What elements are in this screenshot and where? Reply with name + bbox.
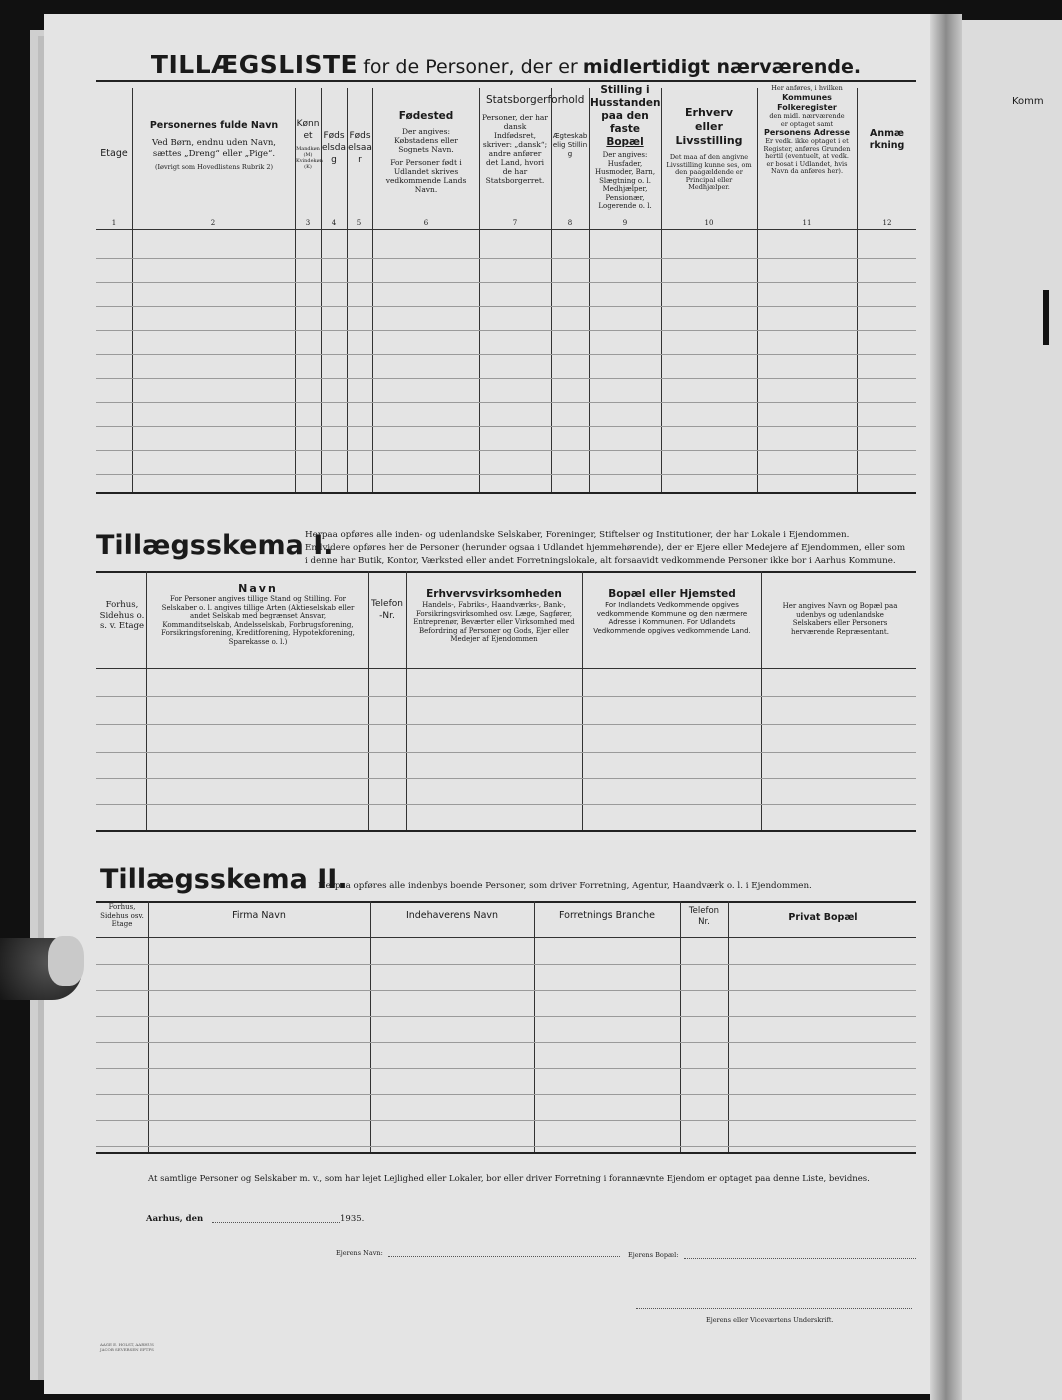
schema2-top-border <box>96 901 916 903</box>
footer-owner-name-label: Ejerens Navn: <box>336 1249 383 1257</box>
col-kon-header: Kønnet Mandkøn (M) Kvindekøn (K) <box>296 119 323 170</box>
column-number-label: 9 <box>622 219 628 227</box>
schema2-row-line <box>96 964 916 965</box>
schema2-row-line <box>96 1146 916 1147</box>
footer-owner-address-label: Ejerens Bopæl: <box>628 1251 679 1259</box>
schema2-row-line <box>96 990 916 991</box>
thumb-nail <box>48 936 84 986</box>
column-number-label: 4 <box>331 219 337 227</box>
title-part2: for de Personer, der er <box>363 56 578 78</box>
col-stilling-header: Stilling i Husstanden paa den faste Bopæl Der angives: Husfader, Husmoder, Barn, Slægtning o. l. Medhjælper, Pensionær, Logerende o. l. <box>590 84 661 210</box>
schema1-desc-3: i denne har Butik, Kontor, Værksted eller andet Forretningslokale, alt forsaavidt vedkommende Personer ikke bor i Aarhus Kommune. <box>305 556 896 566</box>
schema2-desc: Herpaa opføres alle indenbys boende Personer, som driver Forretning, Agentur, Haandværk o. l. i Ejendommen. <box>318 881 812 891</box>
main-table-row-line <box>96 426 916 427</box>
main-table-row-line <box>96 258 916 259</box>
col-anmaerkning-header: Anmærkning <box>869 128 905 151</box>
schema2-col-divider <box>534 901 535 1152</box>
schema2-col-etage-header: Forhus, Sidehus osv. Etage <box>100 903 144 928</box>
footer-certification: At samtlige Personer og Selskaber m. v., som har lejet Lejlighed eller Lokaler, bor eller driver Forretning i forannævnte Ejendom er optaget paa denne Liste, bevidnes. <box>148 1174 870 1184</box>
main-table-row-line <box>96 402 916 403</box>
col-fodested-header: Fødested Der angives: Købstadens eller Sognets Navn. For Personer født i Udlandet skrives vedkommende Lands Navn. <box>385 110 467 194</box>
book-gutter <box>930 14 962 1400</box>
right-page-mark <box>1043 290 1049 345</box>
schema1-col-bopael-header: Bopæl eller Hjemsted For Indlandets Vedkommende opgives vedkommende Kommune og den nærmere Adresse i Kommunen. For Udlandets Vedkommende opgives vedkommende Land. <box>593 588 751 635</box>
column-number-label: 1 <box>111 219 117 227</box>
column-number-label: 11 <box>802 219 812 227</box>
schema1-desc-1: Herpaa opføres alle inden- og udenlandske Selskaber, Foreninger, Stiftelser og Institutioner, der har Lokale i Ejendommen. <box>305 530 850 540</box>
schema2-col-firma-header: Firma Navn <box>232 910 286 921</box>
footer-signature-line <box>636 1308 912 1309</box>
printer-imprint: AAGE E. HOLST, AARHUS JACOB SEVERSEN EFTFS <box>100 1342 154 1352</box>
right-page-edge <box>962 20 1062 1400</box>
schema2-col-divider <box>728 901 729 1152</box>
column-number-label: 5 <box>356 219 362 227</box>
schema1-header-bottom <box>96 668 916 669</box>
main-table-row-line <box>96 450 916 451</box>
col-fodselsaar-header: Fødselsaar <box>348 131 372 165</box>
schema1-col-etage-header: Forhus, Sidehus o. s. v. Etage <box>99 600 145 631</box>
schema1-row-line <box>96 804 916 805</box>
schema2-header-bottom <box>96 937 916 938</box>
column-number-label: 10 <box>704 219 714 227</box>
column-number-label: 2 <box>210 219 216 227</box>
main-table-row-line <box>96 330 916 331</box>
footer-date-line <box>212 1222 340 1223</box>
col-aegteskab-header: Ægteskabelig Stilling <box>552 132 588 158</box>
column-number-label: 12 <box>882 219 892 227</box>
main-table-header-bottom <box>96 229 916 230</box>
schema2-bottom-border <box>96 1152 916 1154</box>
schema1-row-line <box>96 752 916 753</box>
schema2-col-bopael-header: Privat Bopæl <box>788 912 858 923</box>
main-table-col-divider <box>132 88 133 492</box>
main-table-row-line <box>96 354 916 355</box>
schema2-col-branche-header: Forretnings Branche <box>559 910 655 921</box>
schema1-row-line <box>96 696 916 697</box>
schema1-col-divider <box>761 571 762 830</box>
main-table-bottom-border <box>96 492 916 494</box>
schema1-bottom-border <box>96 830 916 832</box>
schema1-col-divider <box>368 571 369 830</box>
schema1-col-divider <box>582 571 583 830</box>
main-table-top-border <box>96 80 916 82</box>
col-statsborger-header: Statsborgerforhold Personer, der har dansk Indfødsret, skriver: „dansk“; andre anfører det Land, hvori de har Statsborgerret. <box>482 94 585 185</box>
schema1-desc-2: Endvidere opføres her de Personer (herunder ogsaa i Udlandet hjemmehørende), der er Ejere eller Medejere af Ejendommen, eller som <box>305 543 906 553</box>
schema2-row-line <box>96 1094 916 1095</box>
schema1-top-border <box>96 571 916 573</box>
schema1-row-line <box>96 724 916 725</box>
footer-signature-label: Ejerens eller Viceværtens Underskrift. <box>706 1316 834 1324</box>
col-navn-header: Personernes fulde Navn Ved Børn, endnu uden Navn, sættes „Dreng“ eller „Pige“. (Iøvrigt som Hovedlistens Rubrik 2) <box>149 120 279 171</box>
col-folkeregister-header: Her anføres, i hvilken Kommunes Folkeregister den midl. nærværende er optaget samt Personens Adresse Er vedk. ikke optaget i et Register, anføres Grunden hertil (eventuelt, at vedk. er bosat i Udlandet, hvis Navn da anføres her). <box>763 84 851 175</box>
schema1-col-navn-header: Navn For Personer angives tillige Stand og Stilling. For Selskaber o. l. angives tillige Arten (Aktieselskab eller andet Selskab med begrænset Ansvar, Kommanditselskab, Andelsselskab, Forbrugsforening, Forsikringsforening, Kreditforening, Hypotekforening, Sparekasse o. l.) <box>161 582 355 646</box>
schema2-col-indehaver-header: Indehaverens Navn <box>405 910 499 921</box>
schema2-col-divider <box>680 901 681 1152</box>
col-erhverv-header: Erhverv eller Livsstilling Det maa af den angivne Livsstilling kunne ses, om den paagældende er Principal eller Medhjælper. <box>666 106 752 191</box>
schema1-col-divider <box>406 571 407 830</box>
schema2-title: Tillægsskema II. <box>100 864 348 895</box>
column-number-label: 6 <box>423 219 429 227</box>
schema1-row-line <box>96 778 916 779</box>
footer-city: Aarhus, den <box>146 1214 204 1224</box>
main-table-col-divider <box>372 88 373 492</box>
col-fodselsdag-header: Fødselsdag <box>322 131 346 165</box>
main-table-row-line <box>96 282 916 283</box>
schema2-col-telefon-header: Telefon Nr. <box>688 906 720 927</box>
title-part3: midlertidigt nærværende. <box>582 56 862 78</box>
schema2-row-line <box>96 1042 916 1043</box>
column-number-label: 3 <box>305 219 311 227</box>
schema1-title: Tillægsskema I. <box>96 530 334 561</box>
schema2-row-line <box>96 1120 916 1121</box>
schema1-col-repraesentant-header: Her angives Navn og Bopæl paa udenbys og udenlandske Selskabers eller Personers herværende Repræsentant. <box>782 602 898 636</box>
schema1-col-divider <box>146 571 147 830</box>
schema2-row-line <box>96 1016 916 1017</box>
schema2-col-divider <box>148 901 149 1152</box>
col-etage-header: Etage <box>100 148 128 159</box>
schema2-row-line <box>96 1068 916 1069</box>
main-table-row-line <box>96 378 916 379</box>
title-part1: TILLÆGSLISTE <box>150 50 359 79</box>
main-title <box>96 50 916 79</box>
right-page-text: Komm <box>1012 96 1044 107</box>
column-number-label: 8 <box>567 219 573 227</box>
schema1-col-erhverv-header: Erhvervsvirksomheden Handels-, Fabriks-, Haandværks-, Bank-, Forsikringsvirksomhed osv. Læge, Sagfører, Entreprenør, Beværter eller Virksomhed med Befordring af Personer og Gods, Ejer eller Medejer af Ejendommen <box>413 588 575 644</box>
column-number-label: 7 <box>512 219 518 227</box>
footer-owner-name-line <box>388 1256 620 1257</box>
footer-owner-address-line <box>684 1258 916 1259</box>
main-table-row-line <box>96 474 916 475</box>
schema2-col-divider <box>370 901 371 1152</box>
footer-year: 1935. <box>340 1214 365 1224</box>
schema1-col-telefon-header: Telefon-Nr. <box>371 599 403 621</box>
main-table-row-line <box>96 306 916 307</box>
